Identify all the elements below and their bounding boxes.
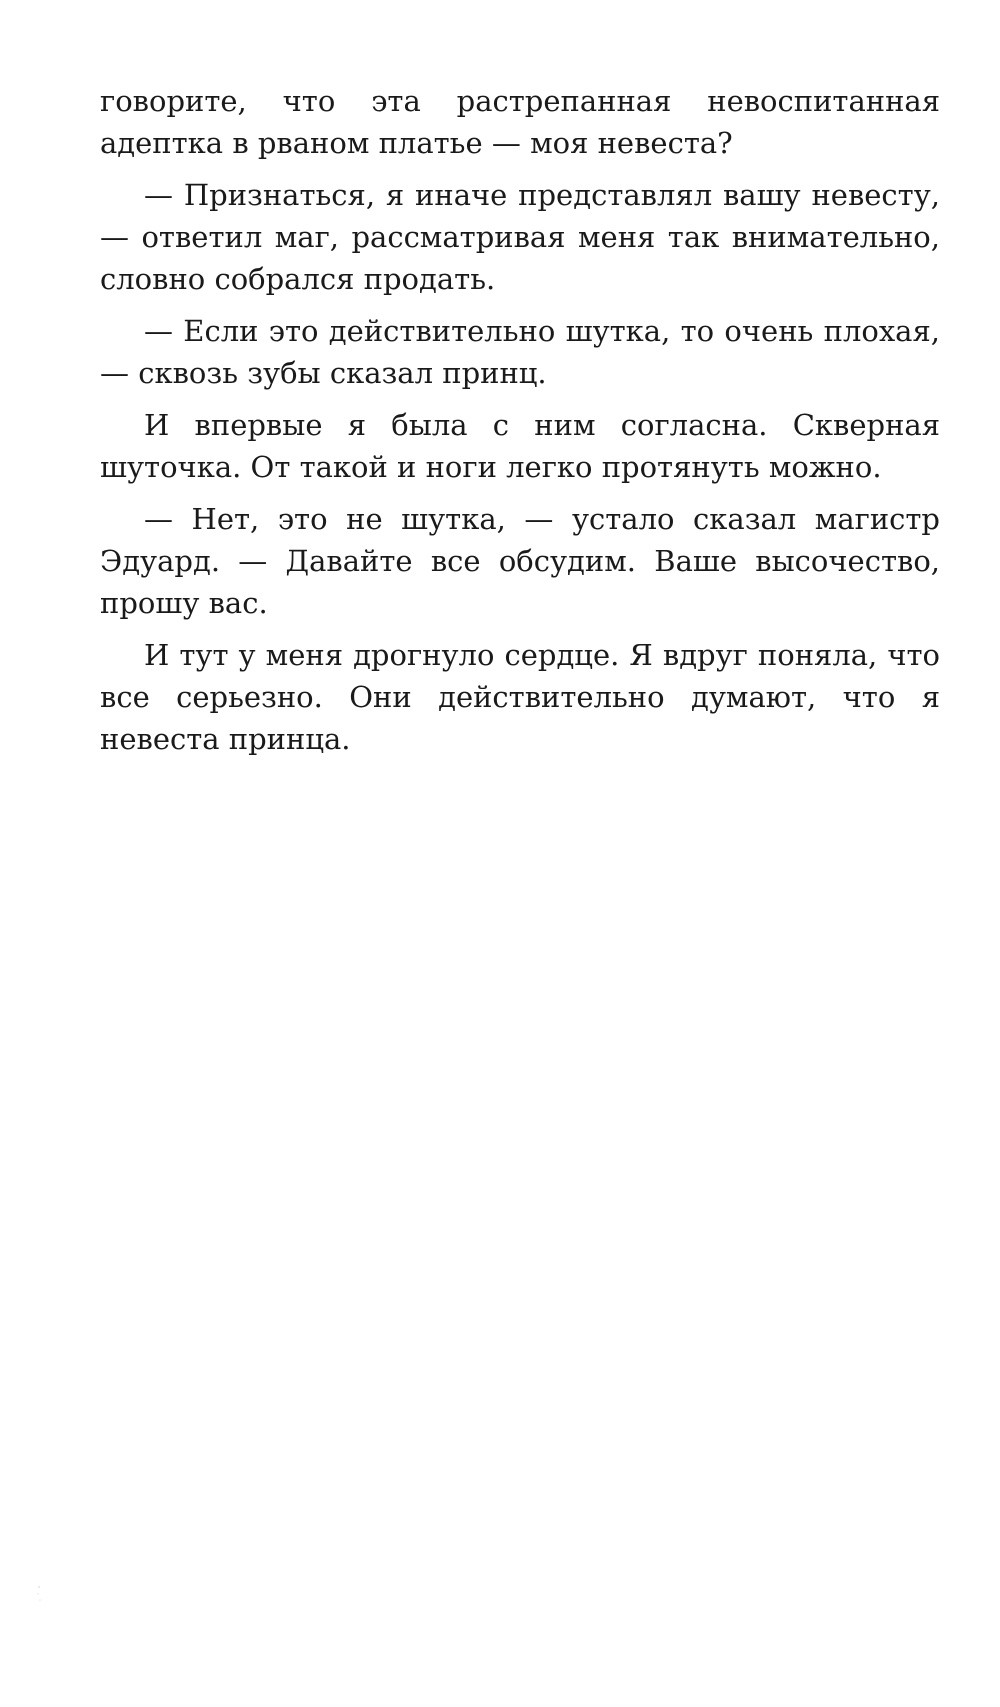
- paragraph-1: говорите, что эта растрепанная невоспитанная адептка в рваном платье — моя невеста?: [100, 84, 940, 160]
- paragraph-2: — Признаться, я иначе представлял вашу невесту, — ответил маг, рассматривая меня так внимательно, словно собрался продать.: [100, 178, 940, 296]
- paragraph-4: И впервые я была с ним согласна. Скверная шуточка. От такой и ноги легко протянуть можно.: [100, 408, 940, 484]
- paragraph-5: — Нет, это не шутка, — устало сказал магистр Эдуард. — Давайте все обсудим. Ваше высочество, прошу вас.: [100, 502, 940, 620]
- paragraph-6: И тут у меня дрогнуло сердце. Я вдруг поняла, что все серьезно. Они действительно думают, что я невеста принца.: [100, 638, 940, 756]
- scan-speck: [36, 1584, 42, 1604]
- paragraph-3: — Если это действительно шутка, то очень плохая, — сквозь зубы сказал принц.: [100, 314, 940, 390]
- page-text: [100, 80, 940, 770]
